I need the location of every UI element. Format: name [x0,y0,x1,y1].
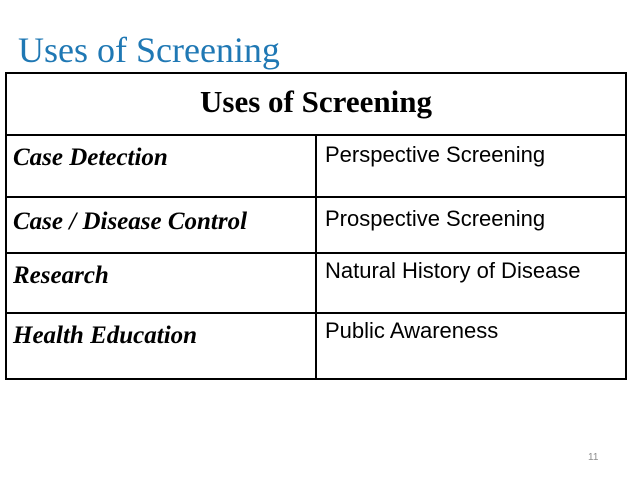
example-cell: Perspective Screening [316,135,626,197]
use-cell: Research [6,253,316,313]
use-cell: Health Education [6,313,316,379]
use-cell: Case Detection [6,135,316,197]
example-cell: Public Awareness [316,313,626,379]
table-row [6,313,626,379]
table-row [6,253,626,313]
slide-title: Uses of Screening [18,30,280,70]
table-header: Uses of Screening [6,73,626,135]
use-cell: Case / Disease Control [6,197,316,253]
example-cell: Natural History of Disease [316,253,626,313]
uses-table [5,72,627,380]
table-row [6,197,626,253]
table-row [6,135,626,197]
page-number: 11 [588,452,599,463]
table-header-row [6,73,626,135]
example-cell: Prospective Screening [316,197,626,253]
